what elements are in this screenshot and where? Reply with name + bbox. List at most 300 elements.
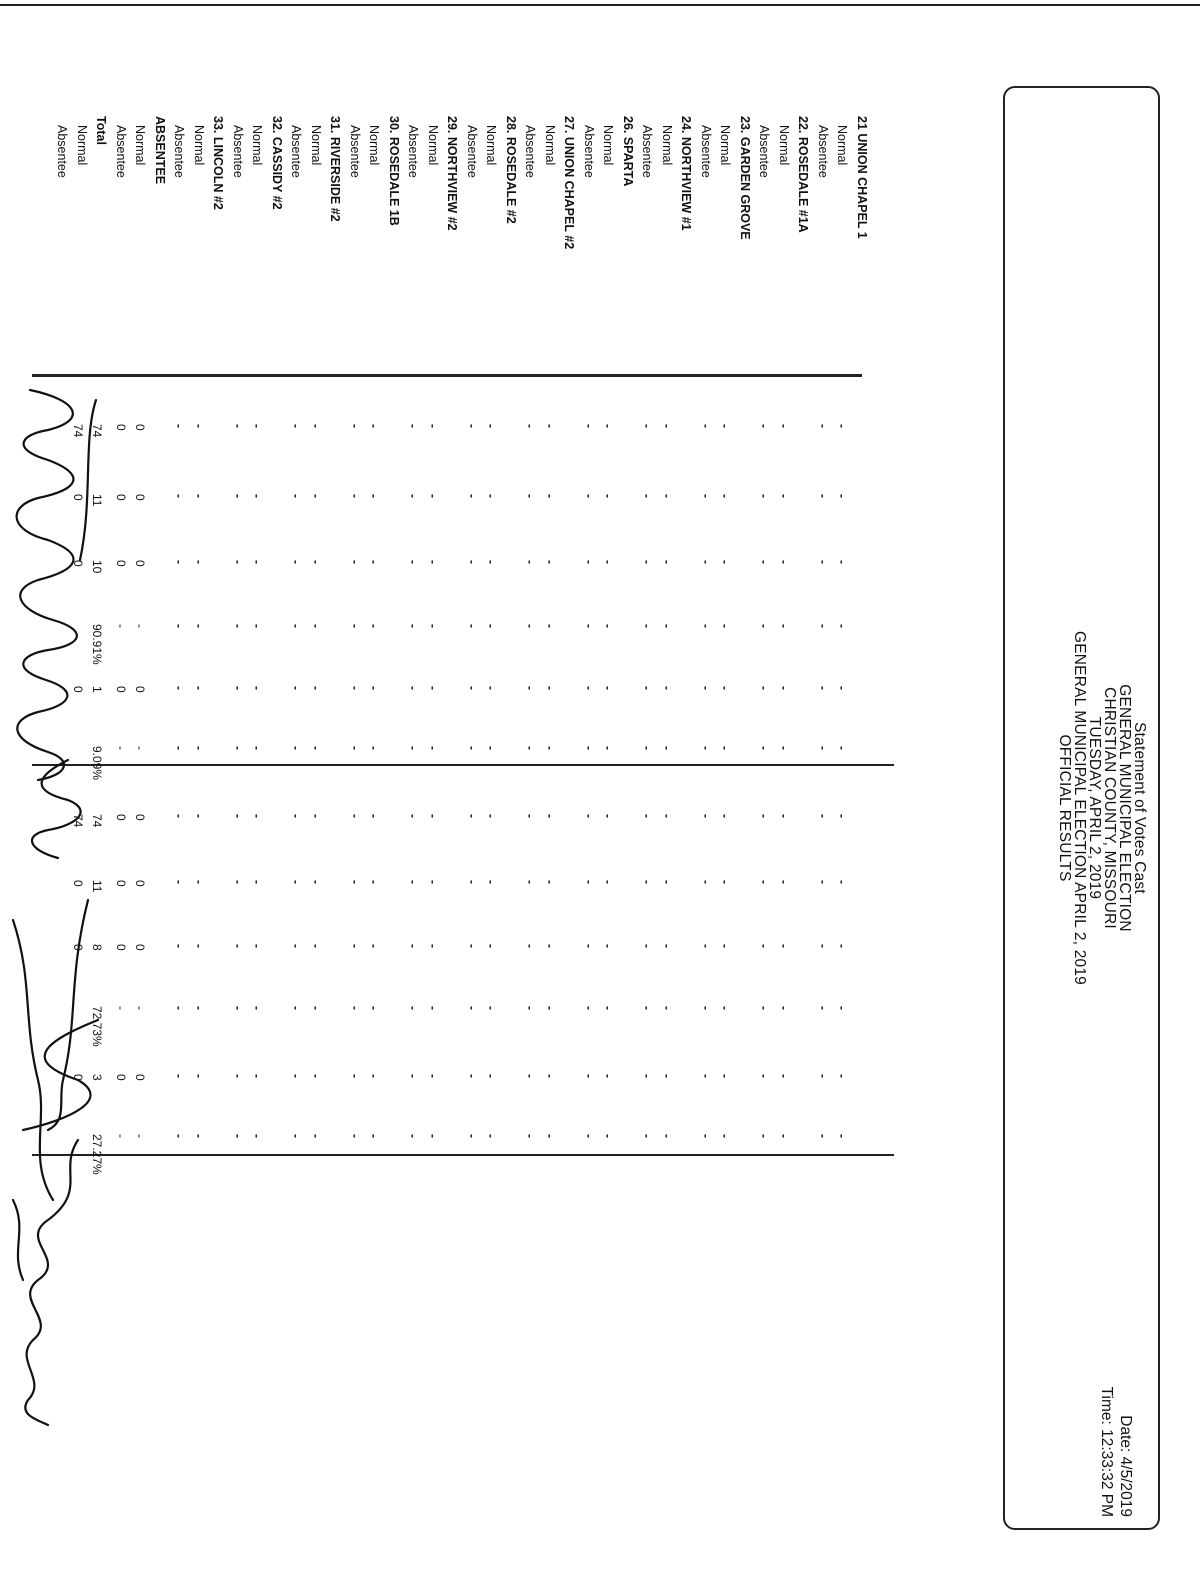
empty-dash: - xyxy=(816,814,830,818)
empty-dash: - xyxy=(309,814,323,818)
empty-dash: - xyxy=(718,880,733,884)
empty-dash: - xyxy=(718,1134,733,1138)
empty-dash: - xyxy=(640,560,655,564)
empty-dash: - xyxy=(172,560,187,564)
empty-dash: - xyxy=(523,746,538,750)
empty-dash: - xyxy=(757,880,772,884)
total-cell: 72.73% xyxy=(90,1006,105,1047)
empty-dash: - xyxy=(699,746,713,750)
empty-dash: - xyxy=(816,560,830,564)
empty-dash: - xyxy=(816,880,830,884)
precinct-label: 32. CASSIDY #2 xyxy=(270,116,284,210)
empty-dash: - xyxy=(777,944,791,948)
empty-dash: - xyxy=(835,1006,850,1010)
empty-dash: - xyxy=(465,1134,479,1138)
empty-dash: - xyxy=(309,880,323,884)
empty-dash: - xyxy=(426,814,440,818)
empty-dash: - xyxy=(406,686,421,690)
vote-cell: 0 xyxy=(114,880,128,887)
empty-dash: - xyxy=(523,1134,538,1138)
empty-dash: - xyxy=(601,1074,616,1078)
empty-dash: - xyxy=(718,814,733,818)
report-date: Date: 4/5/2019 xyxy=(1117,1415,1134,1517)
vote-cell: 0 xyxy=(133,560,148,567)
empty-dash: - xyxy=(718,494,733,498)
title-line: GENERAL MUNICIPAL ELECTION xyxy=(1116,684,1133,932)
empty-dash: - xyxy=(231,686,245,690)
empty-dash: - xyxy=(367,1134,382,1138)
empty-dash: - xyxy=(484,1074,499,1078)
total-cell: 0 xyxy=(71,1074,85,1081)
empty-dash: - xyxy=(777,814,791,818)
empty-dash: - xyxy=(660,880,674,884)
empty-dash: - xyxy=(231,944,245,948)
empty-dash: - xyxy=(660,560,674,564)
empty-dash: - xyxy=(660,424,674,428)
empty-dash: - xyxy=(172,746,187,750)
empty-dash: - xyxy=(367,1074,382,1078)
empty-dash: - xyxy=(367,686,382,690)
empty-dash: - xyxy=(660,686,674,690)
empty-dash: - xyxy=(601,494,616,498)
empty-dash: - xyxy=(231,880,245,884)
empty-dash: - xyxy=(835,944,850,948)
empty-dash: - xyxy=(250,880,265,884)
empty-dash: - xyxy=(699,1006,713,1010)
vote-type-label: Absentee xyxy=(406,125,421,178)
empty-dash: - xyxy=(582,424,596,428)
empty-dash: - xyxy=(250,624,265,628)
empty-dash: - xyxy=(543,560,557,564)
empty-dash: - xyxy=(757,424,772,428)
empty-dash: - xyxy=(250,1006,265,1010)
empty-dash: - xyxy=(465,746,479,750)
empty-dash: - xyxy=(289,686,304,690)
empty-dash: - xyxy=(660,1074,674,1078)
empty-dash: - xyxy=(231,1006,245,1010)
precinct-label: 28. ROSEDALE #2 xyxy=(504,116,518,224)
empty-dash: - xyxy=(465,424,479,428)
report-title xyxy=(1057,88,1147,1528)
empty-dash: - xyxy=(231,1134,245,1138)
vote-type-label: Absentee xyxy=(640,125,655,178)
empty-dash: - xyxy=(484,624,499,628)
precinct-label: 31. RIVERSIDE #2 xyxy=(328,116,343,222)
empty-dash: - xyxy=(133,746,148,750)
vote-cell: 0 xyxy=(114,494,128,501)
precinct-label: ABSENTEE xyxy=(153,116,167,185)
empty-dash: - xyxy=(406,494,421,498)
empty-dash: - xyxy=(367,944,382,948)
empty-dash: - xyxy=(426,880,440,884)
vote-type-label: Absentee xyxy=(582,125,596,178)
empty-dash: - xyxy=(309,1006,323,1010)
vote-cell: 0 xyxy=(133,944,148,951)
vote-type-label: Absentee xyxy=(289,125,304,178)
empty-dash: - xyxy=(465,944,479,948)
empty-dash: - xyxy=(192,424,206,428)
empty-dash: - xyxy=(406,560,421,564)
vote-type-label: Absentee xyxy=(348,125,362,178)
empty-dash: - xyxy=(523,494,538,498)
empty-dash: - xyxy=(543,880,557,884)
vote-type-label: Absentee xyxy=(55,125,70,178)
empty-dash: - xyxy=(250,944,265,948)
empty-dash: - xyxy=(699,944,713,948)
vote-type-label: Normal xyxy=(250,125,265,166)
empty-dash: - xyxy=(718,746,733,750)
vote-type-label: Normal xyxy=(601,125,616,166)
empty-dash: - xyxy=(718,1074,733,1078)
empty-dash: - xyxy=(777,424,791,428)
vote-type-label: Absentee xyxy=(465,125,479,178)
empty-dash: - xyxy=(523,1074,538,1078)
precinct-label: 26. SPARTA xyxy=(621,116,635,187)
empty-dash: - xyxy=(777,746,791,750)
empty-dash: - xyxy=(777,624,791,628)
empty-dash: - xyxy=(835,424,850,428)
precinct-label: 30. ROSEDALE 1B xyxy=(387,116,401,226)
empty-dash: - xyxy=(348,1074,362,1078)
empty-dash: - xyxy=(426,944,440,948)
empty-dash: - xyxy=(250,494,265,498)
empty-dash: - xyxy=(582,880,596,884)
empty-dash: - xyxy=(582,1006,596,1010)
empty-dash: - xyxy=(601,746,616,750)
empty-dash: - xyxy=(640,624,655,628)
vote-cell: 0 xyxy=(114,424,128,431)
empty-dash: - xyxy=(601,560,616,564)
empty-dash: - xyxy=(523,814,538,818)
total-cell: 11 xyxy=(90,880,105,893)
empty-dash: - xyxy=(406,746,421,750)
empty-dash: - xyxy=(250,814,265,818)
empty-dash: - xyxy=(367,560,382,564)
empty-dash: - xyxy=(289,1134,304,1138)
empty-dash: - xyxy=(114,624,128,628)
empty-dash: - xyxy=(640,686,655,690)
empty-dash: - xyxy=(777,1134,791,1138)
empty-dash: - xyxy=(835,624,850,628)
empty-dash: - xyxy=(835,1074,850,1078)
empty-dash: - xyxy=(777,494,791,498)
empty-dash: - xyxy=(348,944,362,948)
empty-dash: - xyxy=(289,1074,304,1078)
empty-dash: - xyxy=(348,424,362,428)
vote-type-label: Normal xyxy=(718,125,733,166)
empty-dash: - xyxy=(777,1074,791,1078)
total-cell: 8 xyxy=(90,944,105,951)
empty-dash: - xyxy=(718,944,733,948)
empty-dash: - xyxy=(309,1074,323,1078)
vote-type-label: Normal xyxy=(543,125,557,166)
empty-dash: - xyxy=(406,814,421,818)
empty-dash: - xyxy=(289,944,304,948)
empty-dash: - xyxy=(582,746,596,750)
empty-dash: - xyxy=(192,686,206,690)
precinct-label: 22. ROSEDALE #1A xyxy=(796,116,811,233)
empty-dash: - xyxy=(172,1006,187,1010)
empty-dash: - xyxy=(757,814,772,818)
vote-type-label: Normal xyxy=(192,125,206,166)
empty-dash: - xyxy=(289,880,304,884)
empty-dash: - xyxy=(192,560,206,564)
empty-dash: - xyxy=(172,944,187,948)
vote-cell: 0 xyxy=(133,1074,148,1081)
empty-dash: - xyxy=(484,686,499,690)
total-cell: 0 xyxy=(71,560,85,567)
empty-dash: - xyxy=(835,746,850,750)
empty-dash: - xyxy=(426,424,440,428)
empty-dash: - xyxy=(543,746,557,750)
total-cell: 0 xyxy=(71,494,85,501)
empty-dash: - xyxy=(406,1134,421,1138)
empty-dash: - xyxy=(816,1006,830,1010)
empty-dash: - xyxy=(523,1006,538,1010)
empty-dash: - xyxy=(367,746,382,750)
empty-dash: - xyxy=(192,1134,206,1138)
handwritten-signatures xyxy=(0,380,108,1430)
empty-dash: - xyxy=(660,746,674,750)
empty-dash: - xyxy=(543,1134,557,1138)
empty-dash: - xyxy=(718,1006,733,1010)
empty-dash: - xyxy=(699,686,713,690)
empty-dash: - xyxy=(835,880,850,884)
empty-dash: - xyxy=(718,560,733,564)
empty-dash: - xyxy=(816,1134,830,1138)
section-end-line xyxy=(32,1154,894,1156)
vote-type-label: Normal xyxy=(309,125,323,166)
empty-dash: - xyxy=(348,880,362,884)
total-cell: 90.91% xyxy=(90,624,105,665)
empty-dash: - xyxy=(543,624,557,628)
empty-dash: - xyxy=(367,424,382,428)
empty-dash: - xyxy=(757,1134,772,1138)
total-cell: 0 xyxy=(71,880,85,887)
precinct-label: Total xyxy=(94,116,109,145)
empty-dash: - xyxy=(757,494,772,498)
empty-dash: - xyxy=(601,624,616,628)
empty-dash: - xyxy=(640,494,655,498)
empty-dash: - xyxy=(289,746,304,750)
empty-dash: - xyxy=(543,494,557,498)
title-line: TUESDAY, APRIL 2, 2019 xyxy=(1086,716,1103,900)
empty-dash: - xyxy=(640,1006,655,1010)
empty-dash: - xyxy=(757,686,772,690)
empty-dash: - xyxy=(465,560,479,564)
empty-dash: - xyxy=(367,624,382,628)
empty-dash: - xyxy=(289,624,304,628)
empty-dash: - xyxy=(348,494,362,498)
empty-dash: - xyxy=(601,944,616,948)
empty-dash: - xyxy=(718,624,733,628)
empty-dash: - xyxy=(816,686,830,690)
empty-dash: - xyxy=(192,746,206,750)
empty-dash: - xyxy=(406,880,421,884)
vote-cell: 0 xyxy=(114,560,128,567)
empty-dash: - xyxy=(426,686,440,690)
empty-dash: - xyxy=(192,1006,206,1010)
empty-dash: - xyxy=(523,880,538,884)
empty-dash: - xyxy=(192,814,206,818)
empty-dash: - xyxy=(465,686,479,690)
empty-dash: - xyxy=(835,494,850,498)
empty-dash: - xyxy=(231,746,245,750)
empty-dash: - xyxy=(699,1134,713,1138)
empty-dash: - xyxy=(231,424,245,428)
vote-cell: 0 xyxy=(133,686,148,693)
empty-dash: - xyxy=(133,624,148,628)
empty-dash: - xyxy=(601,814,616,818)
empty-dash: - xyxy=(172,814,187,818)
empty-dash: - xyxy=(133,1006,148,1010)
vote-type-label: Absentee xyxy=(172,125,187,178)
empty-dash: - xyxy=(426,560,440,564)
total-cell: 27.27% xyxy=(90,1134,105,1175)
precinct-label: 29. NORTHVIEW #2 xyxy=(445,116,460,231)
empty-dash: - xyxy=(582,624,596,628)
title-line: CHRISTIAN COUNTY, MISSOURI xyxy=(1101,687,1118,929)
empty-dash: - xyxy=(543,944,557,948)
empty-dash: - xyxy=(192,1074,206,1078)
empty-dash: - xyxy=(523,624,538,628)
empty-dash: - xyxy=(757,1006,772,1010)
empty-dash: - xyxy=(699,424,713,428)
empty-dash: - xyxy=(426,1134,440,1138)
empty-dash: - xyxy=(543,424,557,428)
empty-dash: - xyxy=(699,494,713,498)
precinct-label: 24. NORTHVIEW #1 xyxy=(679,116,694,231)
vote-cell: 0 xyxy=(114,1074,128,1081)
empty-dash: - xyxy=(465,1074,479,1078)
empty-dash: - xyxy=(718,424,733,428)
vote-type-label: Normal xyxy=(484,125,499,166)
empty-dash: - xyxy=(660,624,674,628)
empty-dash: - xyxy=(289,1006,304,1010)
empty-dash: - xyxy=(777,560,791,564)
vote-type-label: Normal xyxy=(660,125,674,166)
empty-dash: - xyxy=(348,560,362,564)
empty-dash: - xyxy=(348,686,362,690)
empty-dash: - xyxy=(289,560,304,564)
empty-dash: - xyxy=(231,1074,245,1078)
precinct-label: 27. UNION CHAPEL #2 xyxy=(562,116,577,250)
empty-dash: - xyxy=(309,424,323,428)
vote-type-label: Normal xyxy=(777,125,791,166)
empty-dash: - xyxy=(172,494,187,498)
empty-dash: - xyxy=(523,560,538,564)
empty-dash: - xyxy=(757,746,772,750)
empty-dash: - xyxy=(699,1074,713,1078)
empty-dash: - xyxy=(348,814,362,818)
vote-type-label: Normal xyxy=(426,125,440,166)
empty-dash: - xyxy=(835,814,850,818)
empty-dash: - xyxy=(601,686,616,690)
empty-dash: - xyxy=(699,880,713,884)
title-line: Statement of Votes Cast xyxy=(1131,722,1148,894)
empty-dash: - xyxy=(699,560,713,564)
empty-dash: - xyxy=(484,560,499,564)
empty-dash: - xyxy=(660,1134,674,1138)
empty-dash: - xyxy=(465,880,479,884)
empty-dash: - xyxy=(192,624,206,628)
empty-dash: - xyxy=(172,624,187,628)
empty-dash: - xyxy=(465,494,479,498)
empty-dash: - xyxy=(640,1074,655,1078)
empty-dash: - xyxy=(777,1006,791,1010)
empty-dash: - xyxy=(114,1134,128,1138)
empty-dash: - xyxy=(777,686,791,690)
empty-dash: - xyxy=(172,1074,187,1078)
empty-dash: - xyxy=(172,880,187,884)
empty-dash: - xyxy=(250,746,265,750)
empty-dash: - xyxy=(192,494,206,498)
empty-dash: - xyxy=(250,424,265,428)
empty-dash: - xyxy=(406,624,421,628)
empty-dash: - xyxy=(309,944,323,948)
empty-dash: - xyxy=(484,1006,499,1010)
empty-dash: - xyxy=(309,560,323,564)
precinct-label: 21 UNION CHAPEL 1 xyxy=(855,116,869,239)
vote-type-label: Absentee xyxy=(523,125,538,178)
empty-dash: - xyxy=(114,1006,128,1010)
empty-dash: - xyxy=(309,746,323,750)
empty-dash: - xyxy=(309,686,323,690)
empty-dash: - xyxy=(582,560,596,564)
empty-dash: - xyxy=(543,1006,557,1010)
empty-dash: - xyxy=(250,560,265,564)
empty-dash: - xyxy=(640,814,655,818)
empty-dash: - xyxy=(406,1006,421,1010)
empty-dash: - xyxy=(582,1134,596,1138)
empty-dash: - xyxy=(114,746,128,750)
empty-dash: - xyxy=(348,746,362,750)
vote-cell: 0 xyxy=(133,424,148,431)
empty-dash: - xyxy=(367,814,382,818)
empty-dash: - xyxy=(816,424,830,428)
empty-dash: - xyxy=(406,1074,421,1078)
empty-dash: - xyxy=(309,624,323,628)
empty-dash: - xyxy=(426,746,440,750)
report-time: Time: 12:33:32 PM xyxy=(1098,1386,1115,1517)
empty-dash: - xyxy=(699,624,713,628)
empty-dash: - xyxy=(543,1074,557,1078)
vote-cell: 0 xyxy=(114,944,128,951)
empty-dash: - xyxy=(718,686,733,690)
empty-dash: - xyxy=(640,424,655,428)
report-header-box xyxy=(1003,86,1160,1530)
empty-dash: - xyxy=(484,746,499,750)
title-line: GENERAL MUNICIPAL ELECTION APRIL 2, 2019 xyxy=(1071,630,1088,985)
empty-dash: - xyxy=(660,944,674,948)
vote-type-label: Normal xyxy=(367,125,382,166)
empty-dash: - xyxy=(231,560,245,564)
total-cell: 74 xyxy=(71,424,85,438)
empty-dash: - xyxy=(289,424,304,428)
empty-dash: - xyxy=(406,424,421,428)
total-cell: 74 xyxy=(90,814,105,828)
total-cell: 10 xyxy=(90,560,105,574)
empty-dash: - xyxy=(484,424,499,428)
empty-dash: - xyxy=(601,424,616,428)
empty-dash: - xyxy=(601,880,616,884)
empty-dash: - xyxy=(582,1074,596,1078)
empty-dash: - xyxy=(367,1006,382,1010)
empty-dash: - xyxy=(406,944,421,948)
precinct-label: 23. GARDEN GROVE xyxy=(738,116,752,240)
empty-dash: - xyxy=(640,880,655,884)
empty-dash: - xyxy=(426,494,440,498)
